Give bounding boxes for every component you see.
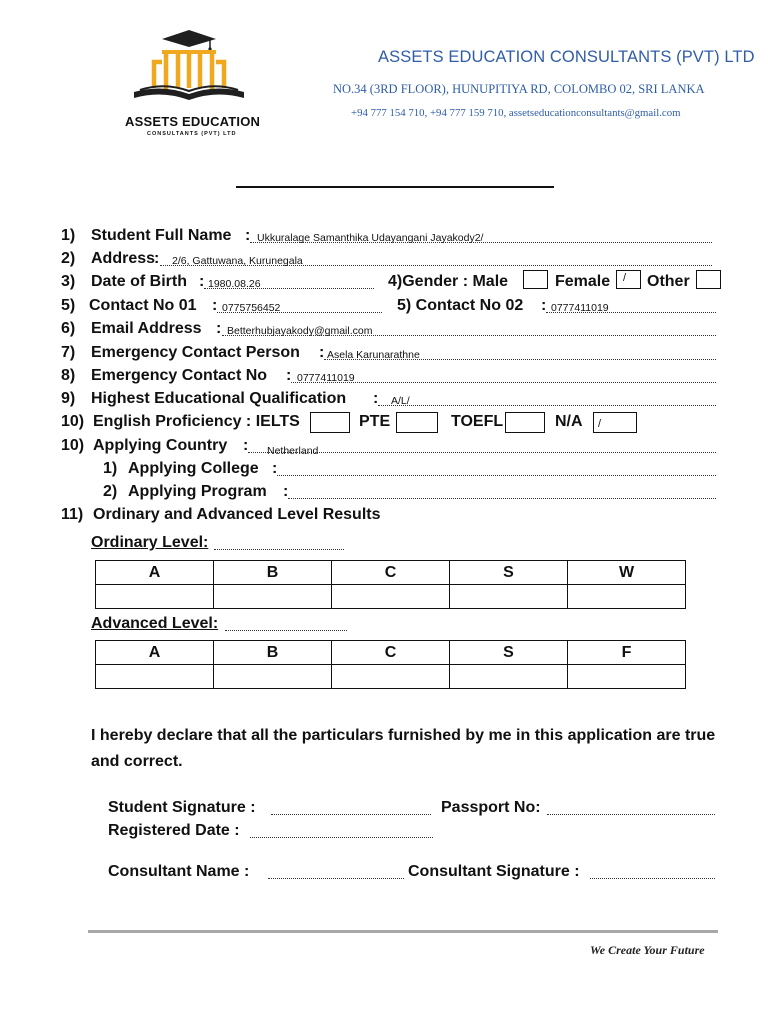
- registered-date-field[interactable]: [250, 837, 433, 838]
- label-colon: :: [243, 437, 249, 454]
- contact-2-label: 5) Contact No 02: [397, 297, 524, 314]
- emergency-no-label: Emergency Contact No: [91, 367, 268, 384]
- grade-cell[interactable]: [332, 665, 450, 689]
- full-name-label: Student Full Name: [91, 227, 232, 244]
- table-header-row: [96, 641, 686, 665]
- row-number: 5): [61, 297, 76, 314]
- row-number: 1): [61, 227, 76, 244]
- row-number: 3): [61, 273, 76, 290]
- grade-cell[interactable]: [450, 585, 568, 609]
- row-number: 11): [61, 506, 84, 523]
- label-colon: :: [541, 297, 547, 314]
- grade-cell[interactable]: [214, 585, 332, 609]
- table-header-row: [96, 561, 686, 585]
- na-label: N/A: [555, 413, 583, 430]
- toefl-checkbox[interactable]: [505, 412, 545, 433]
- grade-cell[interactable]: [96, 665, 214, 689]
- advanced-level-field[interactable]: [225, 630, 347, 631]
- consultant-name-field[interactable]: [268, 878, 404, 879]
- grade-cell[interactable]: [214, 665, 332, 689]
- label-colon: :: [154, 250, 160, 267]
- gender-label: 4)Gender : Male: [388, 273, 509, 290]
- company-name: ASSETS EDUCATION CONSULTANTS (PVT) LTD: [378, 48, 755, 66]
- row-number: 9): [61, 390, 76, 407]
- student-signature-field[interactable]: [271, 814, 431, 815]
- dob-label: Date of Birth: [91, 273, 187, 290]
- address-value: 2/6, Gattuwana, Kurunegala: [172, 255, 303, 267]
- applying-college-label: Applying College: [128, 460, 259, 477]
- na-mark: /: [598, 418, 602, 430]
- ordinary-level-label: Ordinary Level:: [91, 534, 209, 551]
- email-value: Betterhubjayakody@gmail.com: [227, 325, 373, 337]
- grade-header: C: [332, 561, 450, 585]
- student-signature-label: Student Signature :: [108, 799, 256, 816]
- row-number: 1): [103, 460, 118, 477]
- label-colon: :: [272, 460, 278, 477]
- grade-cell[interactable]: [96, 585, 214, 609]
- row-number: 6): [61, 320, 76, 337]
- ielts-checkbox[interactable]: [310, 412, 350, 433]
- declaration-text: I hereby declare that all the particulars furnished by me in this application are true and correct.: [91, 727, 716, 770]
- gender-female-mark: /: [623, 272, 627, 284]
- emergency-no-value: 0777411019: [297, 372, 355, 384]
- address-label: Address: [91, 250, 156, 267]
- advanced-level-table: [95, 640, 686, 689]
- grade-header: F: [568, 641, 686, 665]
- row-number: 10): [61, 413, 85, 430]
- grade-header: C: [332, 641, 450, 665]
- label-colon: :: [319, 344, 325, 361]
- label-colon: :: [286, 367, 292, 384]
- dob-value: 1980.08.26: [208, 278, 261, 290]
- grade-header: S: [450, 641, 568, 665]
- grade-header: W: [568, 561, 686, 585]
- company-logo: [126, 26, 252, 116]
- qualification-field[interactable]: [378, 405, 716, 406]
- footer-tagline: We Create Your Future: [590, 943, 705, 957]
- english-proficiency-label: English Proficiency : IELTS: [93, 413, 300, 430]
- gender-female-label: Female: [555, 273, 611, 290]
- pte-label: PTE: [359, 413, 391, 430]
- gender-female-checkbox[interactable]: [616, 270, 641, 289]
- label-colon: :: [199, 273, 205, 290]
- graduation-book-logo-icon: [126, 26, 252, 116]
- row-number: 2): [61, 250, 76, 267]
- gender-other-checkbox[interactable]: [696, 270, 721, 289]
- label-colon: :: [216, 320, 222, 337]
- grade-header: A: [96, 561, 214, 585]
- grade-cell[interactable]: [568, 585, 686, 609]
- company-contact: +94 777 154 710, +94 777 159 710, assetseducationconsultants@gmail.com: [351, 107, 681, 119]
- grade-header: B: [214, 641, 332, 665]
- row-number: 7): [61, 344, 76, 361]
- grade-cell[interactable]: [568, 665, 686, 689]
- row-number: 10): [61, 437, 85, 454]
- advanced-level-label: Advanced Level:: [91, 615, 219, 632]
- consultant-name-label: Consultant Name :: [108, 863, 250, 880]
- passport-no-label: Passport No:: [441, 799, 541, 816]
- pte-checkbox[interactable]: [396, 412, 438, 433]
- gender-other-label: Other: [647, 273, 690, 290]
- company-address: NO.34 (3RD FLOOR), HUNUPITIYA RD, COLOMBO 02, SRI LANKA: [333, 82, 705, 96]
- row-number: 2): [103, 483, 118, 500]
- grade-header: S: [450, 561, 568, 585]
- logo-subtext: CONSULTANTS (PVT) LTD: [147, 131, 237, 137]
- label-colon: :: [212, 297, 218, 314]
- row-number: 8): [61, 367, 76, 384]
- applying-country-value: Netherland: [267, 445, 319, 457]
- logo-text: ASSETS EDUCATION: [125, 114, 261, 129]
- applying-college-field[interactable]: [277, 475, 716, 476]
- grade-cell[interactable]: [332, 585, 450, 609]
- contact-2-value: 0777411019: [551, 302, 609, 314]
- qualification-value: A/L/: [391, 395, 410, 407]
- table-row: [96, 585, 686, 609]
- title-underline: [236, 186, 554, 188]
- consultant-signature-label: Consultant Signature :: [408, 863, 580, 880]
- grade-cell[interactable]: [450, 665, 568, 689]
- email-label: Email Address: [91, 320, 202, 337]
- footer-divider: [88, 930, 718, 933]
- contact-1-label: Contact No 01: [89, 297, 197, 314]
- grade-header: A: [96, 641, 214, 665]
- contact-1-value: 0775756452: [222, 302, 281, 314]
- consultant-signature-field[interactable]: [590, 878, 715, 879]
- registered-date-label: Registered Date :: [108, 822, 240, 839]
- results-heading: Ordinary and Advanced Level Results: [93, 506, 381, 523]
- label-colon: :: [283, 483, 289, 500]
- applying-country-label: Applying Country: [93, 437, 228, 454]
- grade-header: B: [214, 561, 332, 585]
- emergency-person-label: Emergency Contact Person: [91, 344, 300, 361]
- gender-male-checkbox[interactable]: [523, 270, 548, 289]
- toefl-label: TOEFL: [451, 413, 504, 430]
- passport-no-field[interactable]: [547, 814, 715, 815]
- qualification-label: Highest Educational Qualification: [91, 390, 347, 407]
- emergency-person-value: Asela Karunarathne: [327, 349, 420, 361]
- ordinary-level-field[interactable]: [214, 549, 344, 550]
- label-colon: :: [245, 227, 251, 244]
- full-name-value: Ukkuralage Samanthika Udayangani Jayakody2/: [257, 232, 484, 244]
- table-row: [96, 665, 686, 689]
- ordinary-level-table: [95, 560, 686, 609]
- label-colon: :: [373, 390, 379, 407]
- applying-program-label: Applying Program: [128, 483, 267, 500]
- applying-program-field[interactable]: [288, 498, 716, 499]
